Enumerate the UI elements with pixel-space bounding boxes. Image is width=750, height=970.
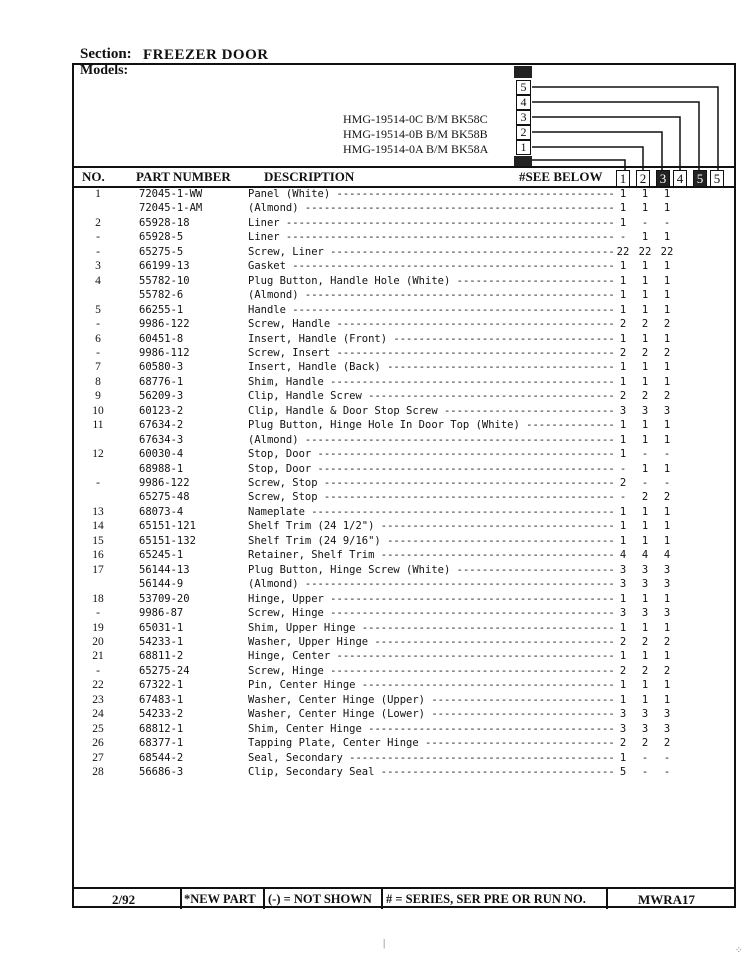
qty-series-1: 1 bbox=[619, 693, 627, 706]
part-description: Pin, Center Hinge ----- bbox=[248, 679, 615, 691]
part-item-number: - bbox=[96, 231, 100, 244]
models-label: Models: bbox=[80, 63, 129, 78]
qty-series-1: 2 bbox=[619, 318, 627, 331]
qty-series-2: 1 bbox=[641, 650, 649, 663]
qty-series-3: 2 bbox=[663, 664, 671, 677]
part-number: 68811-2 bbox=[139, 650, 184, 663]
qty-series-1: 1 bbox=[619, 505, 627, 518]
qty-series-1: - bbox=[619, 231, 627, 244]
qty-series-1: 1 bbox=[619, 650, 627, 663]
part-item-number: 12 bbox=[92, 448, 104, 461]
series-box-2: 2 bbox=[636, 170, 650, 188]
part-number: 66255-1 bbox=[139, 303, 184, 316]
qty-series-3: 1 bbox=[663, 433, 671, 446]
part-item-number: 18 bbox=[92, 592, 104, 605]
qty-series-1: 1 bbox=[619, 448, 627, 461]
scan-mark: ⁘ bbox=[735, 945, 743, 955]
part-item-number: 7 bbox=[95, 361, 101, 374]
qty-series-2: - bbox=[641, 216, 649, 229]
qty-series-3: 3 bbox=[663, 578, 671, 591]
qty-series-2: - bbox=[641, 766, 649, 778]
qty-series-3: 3 bbox=[663, 607, 671, 620]
part-item-number: 22 bbox=[92, 679, 104, 692]
qty-series-2: 1 bbox=[641, 433, 649, 446]
qty-series-2: 3 bbox=[641, 404, 649, 417]
column-header-description: DESCRIPTION bbox=[264, 169, 355, 184]
qty-series-3: 2 bbox=[663, 737, 671, 750]
part-description: Tapping Plate, Center Hinge ----- bbox=[248, 737, 615, 749]
part-number: 65275-5 bbox=[139, 245, 184, 258]
qty-series-2: 1 bbox=[641, 303, 649, 316]
part-description: Stop, Door ----- bbox=[248, 448, 615, 460]
part-description: Washer, Center Hinge (Upper) ----- bbox=[248, 694, 615, 706]
part-item-number: 28 bbox=[92, 766, 104, 778]
qty-series-1: 1 bbox=[619, 216, 627, 229]
part-number: 56144-13 bbox=[139, 563, 190, 576]
part-item-number: 23 bbox=[92, 693, 104, 706]
footer-page-code: MWRA17 bbox=[638, 892, 696, 907]
qty-series-3: 1 bbox=[663, 534, 671, 547]
part-number: 65031-1 bbox=[139, 621, 184, 634]
part-item-number: 16 bbox=[92, 549, 104, 562]
part-description: Gasket ----- bbox=[248, 260, 615, 272]
qty-series-3: 1 bbox=[663, 520, 671, 533]
series-box-5: 5 bbox=[693, 170, 707, 188]
part-item-number: 26 bbox=[92, 737, 104, 750]
part-item-number: 1 bbox=[95, 188, 101, 200]
part-number: 55782-10 bbox=[139, 274, 190, 287]
qty-series-2: 2 bbox=[641, 390, 649, 403]
part-number: 9986-112 bbox=[139, 346, 190, 359]
footer-new-part-legend: *NEW PART bbox=[184, 892, 256, 906]
qty-series-3: 1 bbox=[663, 332, 671, 345]
qty-series-1: 2 bbox=[619, 635, 627, 648]
part-number: 67634-3 bbox=[139, 433, 184, 446]
footer-divider bbox=[381, 889, 383, 909]
section-label: Section: bbox=[80, 46, 132, 62]
part-item-number: 4 bbox=[95, 274, 101, 287]
qty-series-3: 1 bbox=[663, 289, 671, 302]
part-number: 65928-5 bbox=[139, 231, 184, 244]
part-number: 65245-1 bbox=[139, 549, 184, 562]
part-description: (Almond) ----- bbox=[248, 434, 615, 446]
part-description: Shim, Upper Hinge ----- bbox=[248, 622, 615, 634]
footer-top-rule bbox=[72, 887, 736, 889]
qty-series-3: 4 bbox=[663, 549, 671, 562]
model-line-b: HMG-19514-0B B/M BK58B bbox=[343, 127, 488, 141]
part-item-number: 24 bbox=[92, 708, 104, 721]
part-description: Stop, Door ----- bbox=[248, 463, 615, 475]
part-number: 72045-1-AM bbox=[139, 202, 203, 215]
series-box-4: 4 bbox=[673, 170, 687, 188]
qty-series-3: 22 bbox=[660, 245, 674, 258]
part-number: 72045-1-WW bbox=[139, 188, 203, 200]
qty-series-3: 1 bbox=[663, 260, 671, 273]
part-number: 9986-122 bbox=[139, 477, 190, 489]
part-description: Shelf Trim (24 9/16") ----- bbox=[248, 535, 615, 547]
qty-series-2: 3 bbox=[641, 722, 649, 735]
series-box-5-outline: 5 bbox=[710, 170, 724, 188]
part-number: 65928-18 bbox=[139, 216, 190, 229]
part-description: Hinge, Center ----- bbox=[248, 650, 615, 662]
footer-divider bbox=[180, 889, 182, 909]
part-number: 60580-3 bbox=[139, 361, 184, 374]
model-line-c: HMG-19514-0C B/M BK58C bbox=[343, 112, 488, 126]
part-number: 60123-2 bbox=[139, 404, 184, 417]
qty-series-3: 1 bbox=[663, 505, 671, 518]
qty-series-1: 2 bbox=[619, 737, 627, 750]
part-description: Plug Button, Handle Hole (White) ----- bbox=[248, 275, 615, 287]
qty-series-2: 1 bbox=[641, 592, 649, 605]
qty-series-2: 1 bbox=[641, 419, 649, 432]
part-item-number: 13 bbox=[92, 505, 104, 518]
part-description: (Almond) ----- bbox=[248, 202, 615, 214]
part-description: Handle ----- bbox=[248, 304, 615, 316]
part-description: Insert, Handle (Front) ----- bbox=[248, 333, 615, 345]
qty-series-3: 2 bbox=[663, 346, 671, 359]
part-number: 68812-1 bbox=[139, 722, 184, 735]
qty-series-1: 4 bbox=[619, 549, 627, 562]
part-description: Washer, Center Hinge (Lower) ----- bbox=[248, 708, 615, 720]
qty-series-1: 3 bbox=[619, 708, 627, 721]
qty-series-3: - bbox=[663, 751, 671, 764]
part-description: Shelf Trim (24 1/2") ----- bbox=[248, 520, 615, 532]
part-description: Screw, Hinge ----- bbox=[248, 665, 615, 677]
model-box-5: 5 bbox=[516, 80, 531, 95]
qty-series-1: 3 bbox=[619, 722, 627, 735]
part-item-number: 10 bbox=[92, 404, 104, 417]
qty-series-2: 3 bbox=[641, 607, 649, 620]
part-number: 68073-4 bbox=[139, 505, 184, 518]
qty-series-3: - bbox=[663, 766, 671, 778]
qty-series-3: 2 bbox=[663, 318, 671, 331]
qty-series-3: 1 bbox=[663, 231, 671, 244]
qty-series-1: 3 bbox=[619, 607, 627, 620]
qty-series-2: 1 bbox=[641, 231, 649, 244]
series-box-3: 3 bbox=[656, 170, 670, 188]
qty-series-1: 1 bbox=[619, 188, 627, 200]
model-box-2: 2 bbox=[516, 125, 531, 140]
part-description: Seal, Secondary ----- bbox=[248, 752, 615, 764]
qty-series-3: 2 bbox=[663, 491, 671, 504]
part-item-number: - bbox=[96, 664, 100, 677]
part-description: (Almond) ----- bbox=[248, 289, 615, 301]
part-number: 56144-9 bbox=[139, 578, 184, 591]
part-number: 53709-20 bbox=[139, 592, 190, 605]
qty-series-1: 1 bbox=[619, 419, 627, 432]
qty-series-2: 1 bbox=[641, 621, 649, 634]
part-description: Screw, Liner ----- bbox=[248, 246, 615, 258]
qty-series-1: 1 bbox=[619, 260, 627, 273]
part-item-number: 25 bbox=[92, 722, 104, 735]
qty-series-2: 1 bbox=[641, 505, 649, 518]
part-description: Nameplate ----- bbox=[248, 506, 615, 518]
qty-series-3: 1 bbox=[663, 274, 671, 287]
part-description: Retainer, Shelf Trim ----- bbox=[248, 549, 615, 561]
part-description: Plug Button, Hinge Hole In Door Top (White) ----- bbox=[248, 419, 615, 431]
qty-series-2: 2 bbox=[641, 664, 649, 677]
part-number: 55782-6 bbox=[139, 289, 184, 302]
qty-series-2: 1 bbox=[641, 679, 649, 692]
qty-series-2: 3 bbox=[641, 578, 649, 591]
part-number: 56209-3 bbox=[139, 390, 184, 403]
part-description: Panel (White) ----- bbox=[248, 188, 615, 200]
part-item-number: - bbox=[96, 346, 100, 359]
qty-series-3: 1 bbox=[663, 202, 671, 215]
qty-series-1: 2 bbox=[619, 664, 627, 677]
qty-series-3: 3 bbox=[663, 708, 671, 721]
qty-series-3: 1 bbox=[663, 462, 671, 475]
column-header-part-number: PART NUMBER bbox=[136, 169, 231, 184]
qty-series-2: 1 bbox=[641, 375, 649, 388]
part-number: 68544-2 bbox=[139, 751, 184, 764]
part-description: Screw, Stop ----- bbox=[248, 491, 615, 503]
part-item-number: 27 bbox=[92, 751, 104, 764]
part-number: 67483-1 bbox=[139, 693, 184, 706]
qty-series-1: 5 bbox=[619, 766, 627, 778]
qty-series-1: 1 bbox=[619, 361, 627, 374]
part-number: 65151-132 bbox=[139, 534, 196, 547]
qty-series-2: 2 bbox=[641, 737, 649, 750]
part-number: 9986-87 bbox=[139, 607, 184, 620]
qty-series-2: 1 bbox=[641, 332, 649, 345]
qty-series-2: 1 bbox=[641, 289, 649, 302]
qty-series-2: 1 bbox=[641, 202, 649, 215]
part-description: (Almond) ----- bbox=[248, 578, 615, 590]
qty-series-2: 1 bbox=[641, 260, 649, 273]
qty-series-3: 1 bbox=[663, 361, 671, 374]
qty-series-2: 3 bbox=[641, 563, 649, 576]
part-item-number: 9 bbox=[95, 390, 101, 403]
part-item-number: 21 bbox=[92, 650, 104, 663]
part-item-number: 17 bbox=[92, 563, 104, 576]
part-item-number: 2 bbox=[95, 216, 101, 229]
qty-series-3: 1 bbox=[663, 419, 671, 432]
part-description: Clip, Handle & Door Stop Screw ----- bbox=[248, 405, 615, 417]
footer-divider bbox=[606, 889, 608, 909]
part-item-number: 20 bbox=[92, 635, 104, 648]
part-description: Screw, Insert ----- bbox=[248, 347, 615, 359]
part-description: Screw, Stop ----- bbox=[248, 477, 615, 489]
part-item-number: - bbox=[96, 318, 100, 331]
qty-series-1: - bbox=[619, 491, 627, 504]
part-description: Plug Button, Hinge Screw (White) ----- bbox=[248, 564, 615, 576]
qty-series-3: 1 bbox=[663, 303, 671, 316]
part-number: 54233-2 bbox=[139, 708, 184, 721]
part-number: 66199-13 bbox=[139, 260, 190, 273]
part-number: 54233-1 bbox=[139, 635, 184, 648]
qty-series-3: 2 bbox=[663, 635, 671, 648]
footer-not-shown-legend: (-) = NOT SHOWN bbox=[268, 892, 372, 906]
part-number: 68377-1 bbox=[139, 737, 184, 750]
qty-series-1: 1 bbox=[619, 592, 627, 605]
qty-series-3: 3 bbox=[663, 722, 671, 735]
qty-series-2: - bbox=[641, 751, 649, 764]
part-description: Liner ----- bbox=[248, 231, 615, 243]
qty-series-2: 22 bbox=[638, 245, 652, 258]
qty-series-1: 1 bbox=[619, 679, 627, 692]
part-number: 67322-1 bbox=[139, 679, 184, 692]
qty-series-3: - bbox=[663, 216, 671, 229]
series-box-1: 1 bbox=[616, 170, 630, 188]
qty-series-3: 3 bbox=[663, 563, 671, 576]
part-description: Liner ----- bbox=[248, 217, 615, 229]
qty-series-2: 2 bbox=[641, 346, 649, 359]
part-description: Shim, Center Hinge ----- bbox=[248, 723, 615, 735]
scan-mark: | bbox=[383, 937, 386, 949]
qty-series-2: 4 bbox=[641, 549, 649, 562]
qty-series-3: 1 bbox=[663, 592, 671, 605]
part-number: 65275-48 bbox=[139, 491, 190, 504]
part-item-number: 15 bbox=[92, 534, 104, 547]
qty-series-1: 2 bbox=[619, 477, 627, 489]
part-description: Hinge, Upper ----- bbox=[248, 593, 615, 605]
part-item-number: 11 bbox=[92, 419, 104, 432]
part-description: Shim, Handle ----- bbox=[248, 376, 615, 388]
qty-series-1: 2 bbox=[619, 346, 627, 359]
part-number: 65275-24 bbox=[139, 664, 190, 677]
part-description: Screw, Handle ----- bbox=[248, 318, 615, 330]
part-description: Clip, Secondary Seal ----- bbox=[248, 766, 615, 778]
part-description: Washer, Upper Hinge ----- bbox=[248, 636, 615, 648]
qty-series-1: 1 bbox=[619, 433, 627, 446]
qty-series-1: 1 bbox=[619, 202, 627, 215]
qty-series-1: - bbox=[619, 462, 627, 475]
column-header-no: NO. bbox=[82, 169, 105, 184]
qty-series-3: - bbox=[663, 448, 671, 461]
part-item-number: - bbox=[96, 607, 100, 620]
part-number: 60451-8 bbox=[139, 332, 184, 345]
qty-series-1: 1 bbox=[619, 751, 627, 764]
part-description: Screw, Hinge ----- bbox=[248, 607, 615, 619]
qty-series-1: 1 bbox=[619, 303, 627, 316]
footer-date: 2/92 bbox=[112, 892, 136, 907]
qty-series-3: 1 bbox=[663, 693, 671, 706]
qty-series-1: 1 bbox=[619, 375, 627, 388]
qty-series-2: 1 bbox=[641, 693, 649, 706]
model-line-a: HMG-19514-0A B/M BK58A bbox=[343, 142, 489, 156]
qty-series-2: 1 bbox=[641, 361, 649, 374]
part-item-number: - bbox=[96, 245, 100, 258]
column-header-top-rule bbox=[72, 166, 736, 168]
part-number: 68988-1 bbox=[139, 462, 184, 475]
qty-series-1: 2 bbox=[619, 390, 627, 403]
qty-series-1: 1 bbox=[619, 621, 627, 634]
qty-series-1: 3 bbox=[619, 578, 627, 591]
part-description: Insert, Handle (Back) ----- bbox=[248, 361, 615, 373]
qty-series-3: 3 bbox=[663, 404, 671, 417]
part-item-number: 6 bbox=[95, 332, 101, 345]
qty-series-1: 3 bbox=[619, 404, 627, 417]
qty-series-3: 1 bbox=[663, 375, 671, 388]
qty-series-2: 3 bbox=[641, 708, 649, 721]
qty-series-1: 1 bbox=[619, 534, 627, 547]
qty-series-2: 1 bbox=[641, 534, 649, 547]
part-number: 9986-122 bbox=[139, 318, 190, 331]
qty-series-1: 1 bbox=[619, 332, 627, 345]
qty-series-3: 1 bbox=[663, 188, 671, 200]
qty-series-2: 2 bbox=[641, 491, 649, 504]
part-number: 56686-3 bbox=[139, 766, 184, 778]
qty-series-2: - bbox=[641, 477, 649, 489]
part-number: 65151-121 bbox=[139, 520, 196, 533]
qty-series-1: 1 bbox=[619, 289, 627, 302]
qty-series-2: 1 bbox=[641, 188, 649, 200]
qty-series-2: 1 bbox=[641, 274, 649, 287]
qty-series-2: 1 bbox=[641, 520, 649, 533]
qty-series-3: 1 bbox=[663, 679, 671, 692]
part-number: 68776-1 bbox=[139, 375, 184, 388]
section-title: FREEZER DOOR bbox=[143, 47, 269, 63]
part-item-number: 19 bbox=[92, 621, 104, 634]
qty-series-2: - bbox=[641, 448, 649, 461]
model-box-3: 3 bbox=[516, 110, 531, 125]
model-box-4: 4 bbox=[516, 95, 531, 110]
model-box-1: 1 bbox=[516, 140, 531, 155]
qty-series-2: 2 bbox=[641, 318, 649, 331]
part-item-number: - bbox=[96, 477, 100, 489]
part-number: 67634-2 bbox=[139, 419, 184, 432]
part-number: 60030-4 bbox=[139, 448, 184, 461]
part-item-number: 3 bbox=[95, 260, 101, 273]
qty-series-1: 1 bbox=[619, 274, 627, 287]
qty-series-2: 2 bbox=[641, 635, 649, 648]
qty-series-3: 1 bbox=[663, 621, 671, 634]
qty-series-1: 22 bbox=[616, 245, 630, 258]
part-item-number: 5 bbox=[95, 303, 101, 316]
qty-series-3: 2 bbox=[663, 390, 671, 403]
qty-series-2: 1 bbox=[641, 462, 649, 475]
column-header-see-below: #SEE BELOW bbox=[519, 169, 603, 184]
qty-series-3: - bbox=[663, 477, 671, 489]
qty-series-3: 1 bbox=[663, 650, 671, 663]
part-item-number: 14 bbox=[92, 520, 104, 533]
qty-series-1: 3 bbox=[619, 563, 627, 576]
qty-series-1: 1 bbox=[619, 520, 627, 533]
footer-series-legend: # = SERIES, SER PRE OR RUN NO. bbox=[386, 892, 586, 906]
part-item-number: 8 bbox=[95, 375, 101, 388]
part-description: Clip, Handle Screw ----- bbox=[248, 390, 615, 402]
footer-divider bbox=[263, 889, 265, 909]
